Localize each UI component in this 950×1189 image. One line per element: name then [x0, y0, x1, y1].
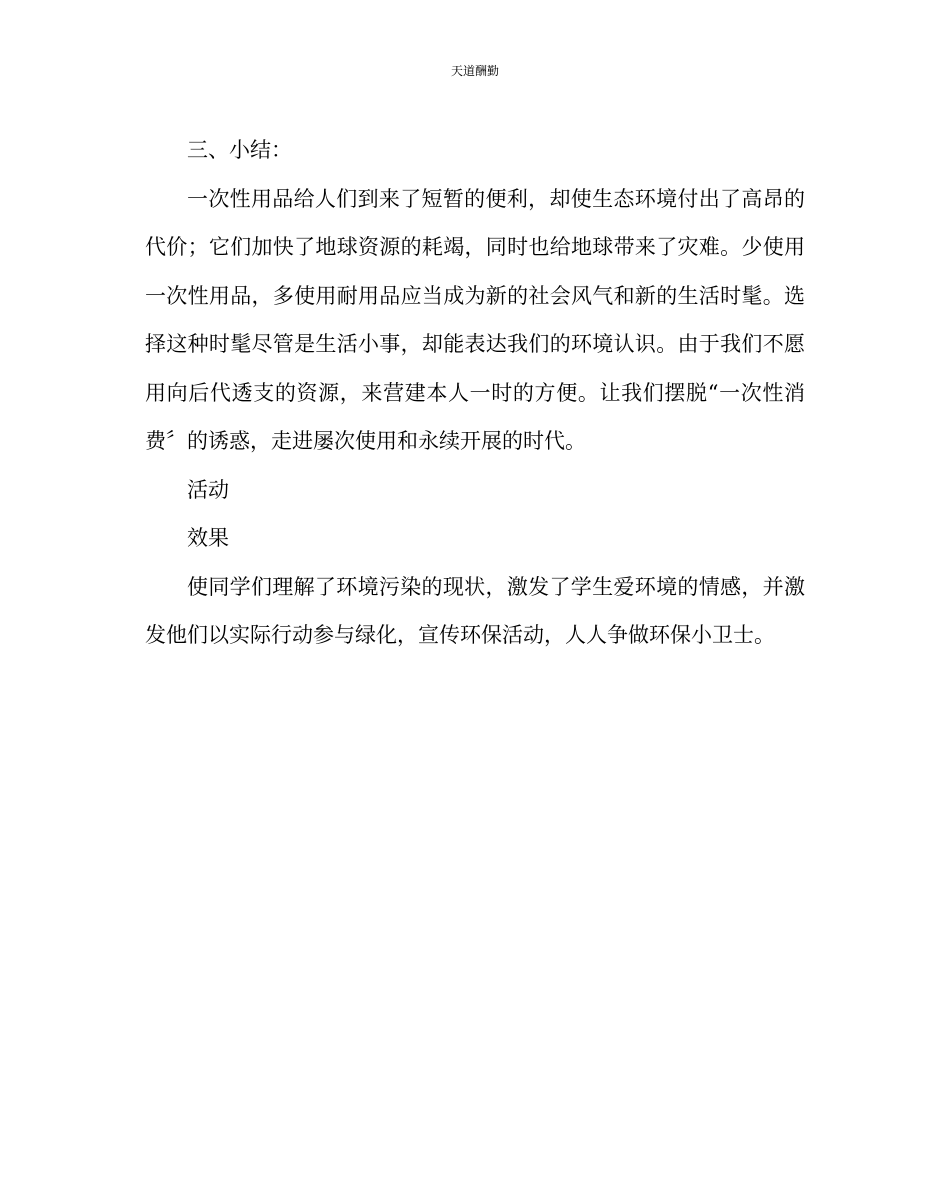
activity-label: 活动: [187, 477, 229, 502]
page-header: 天道酬勤: [450, 64, 499, 78]
summary-heading: 三、小结：: [187, 138, 292, 162]
document-body: [145, 126, 805, 660]
summary-paragraph: 一次性用品给人们到来了短暂的便利，却使生态环境付出了高昂的代价；它们加快了地球资源的耗竭，同时也给地球带来了灾难。少使用一次性用品，多使用耐用品应当成为新的社会风气和新的生活时髦。选择这种时髦尽管是生活小事，却能表达我们的环境认识。由于我们不愿用向后代透支的资源，来营建本人一时的方便。让我们摆脱“一次性消费〞的诱惑，走进屡次使用和永续开展的时代。: [145, 186, 805, 453]
effect-label: 效果: [187, 526, 229, 550]
effect-paragraph: 使同学们理解了环境污染的现状，激发了学生爱环境的情感，并激发他们以实际行动参与绿化，宣传环保活动，人人争做环保小卫士。: [145, 574, 805, 647]
